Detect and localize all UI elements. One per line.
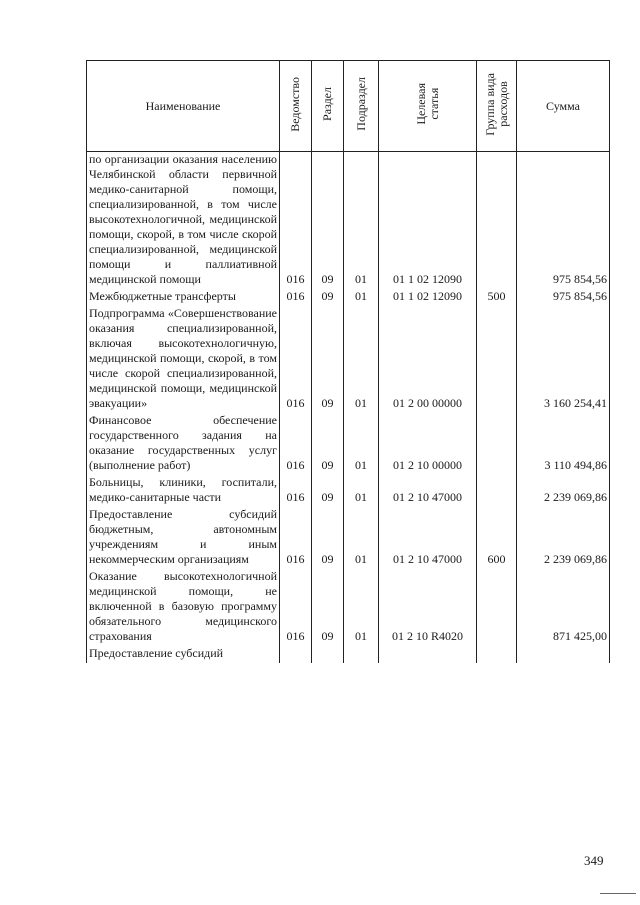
table-row [87, 289, 610, 306]
row-target-article [379, 646, 477, 663]
header-expense-group: Группа вида расходов [477, 61, 517, 152]
row-vedomstvo: 016 [280, 152, 312, 290]
row-podrazdel: 01 [344, 306, 379, 413]
row-expense-group [477, 413, 517, 475]
row-target-article: 01 1 02 12090 [379, 152, 477, 290]
table-row [87, 152, 610, 290]
row-vedomstvo: 016 [280, 475, 312, 507]
table-row [87, 646, 610, 663]
footer-rule [600, 893, 636, 894]
row-name: Предоставление субсидий бюджетным, автономным учреждениям и иным некоммерческим организациям [87, 507, 280, 569]
row-sum: 2 239 069,86 [517, 507, 610, 569]
page-number: 349 [584, 853, 604, 868]
row-vedomstvo: 016 [280, 289, 312, 306]
row-razdel: 09 [312, 569, 344, 646]
table-row [87, 507, 610, 569]
table-row [87, 413, 610, 475]
row-sum: 3 160 254,41 [517, 306, 610, 413]
row-razdel: 09 [312, 507, 344, 569]
row-target-article: 01 2 10 00000 [379, 413, 477, 475]
row-razdel: 09 [312, 152, 344, 290]
row-target-article: 01 2 00 00000 [379, 306, 477, 413]
row-vedomstvo: 016 [280, 306, 312, 413]
row-vedomstvo: 016 [280, 507, 312, 569]
row-razdel: 09 [312, 289, 344, 306]
row-name: Межбюджетные трансферты [87, 289, 280, 306]
row-expense-group: 500 [477, 289, 517, 306]
row-target-article: 01 1 02 12090 [379, 289, 477, 306]
row-sum: 975 854,56 [517, 289, 610, 306]
row-podrazdel: 01 [344, 289, 379, 306]
table-row [87, 306, 610, 413]
row-name: Предоставление субсидий [87, 646, 280, 663]
row-expense-group [477, 306, 517, 413]
row-vedomstvo: 016 [280, 413, 312, 475]
row-razdel [312, 646, 344, 663]
row-target-article: 01 2 10 47000 [379, 475, 477, 507]
row-podrazdel: 01 [344, 475, 379, 507]
table-row [87, 569, 610, 646]
row-expense-group [477, 475, 517, 507]
row-vedomstvo: 016 [280, 569, 312, 646]
header-sum: Сумма [517, 61, 610, 152]
row-podrazdel: 01 [344, 152, 379, 290]
row-vedomstvo [280, 646, 312, 663]
budget-table [86, 60, 610, 663]
row-expense-group [477, 152, 517, 290]
table-header-row [87, 61, 610, 152]
header-name: Наименование [87, 61, 280, 152]
row-sum: 871 425,00 [517, 569, 610, 646]
row-name: Подпрограмма «Совершенствование оказания специализированной, включая высокотехнологичную, медицинской помощи, скорой, в том числе скорой специализированной, медицинской помощи, медицинской эвакуации» [87, 306, 280, 413]
row-podrazdel: 01 [344, 413, 379, 475]
row-name: Больницы, клиники, госпитали, медико-санитарные части [87, 475, 280, 507]
header-vedomstvo: Ведомство [280, 61, 312, 152]
row-expense-group [477, 646, 517, 663]
row-razdel: 09 [312, 413, 344, 475]
row-podrazdel: 01 [344, 507, 379, 569]
row-expense-group: 600 [477, 507, 517, 569]
row-name: по организации оказания населению Челябинской области первичной медико-санитарной помощи, специализированной, в том числе высокотехнологичной, медицинской помощи, скорой, в том числе скорой специализированной, медицинской помощи и паллиативной медицинской помощи [87, 152, 280, 290]
row-sum: 2 239 069,86 [517, 475, 610, 507]
header-razdel: Раздел [312, 61, 344, 152]
row-razdel: 09 [312, 475, 344, 507]
row-podrazdel [344, 646, 379, 663]
row-expense-group [477, 569, 517, 646]
row-name: Оказание высокотехнологичной медицинской помощи, не включенной в базовую программу обязательного медицинского страхования [87, 569, 280, 646]
row-podrazdel: 01 [344, 569, 379, 646]
row-razdel: 09 [312, 306, 344, 413]
row-target-article: 01 2 10 47000 [379, 507, 477, 569]
row-sum: 3 110 494,86 [517, 413, 610, 475]
row-name: Финансовое обеспечение государственного задания на оказание государственных услуг (выполнение работ) [87, 413, 280, 475]
header-target-article: Целевая статья [379, 61, 477, 152]
row-sum [517, 646, 610, 663]
row-target-article: 01 2 10 R4020 [379, 569, 477, 646]
row-sum: 975 854,56 [517, 152, 610, 290]
table-row [87, 475, 610, 507]
header-podrazdel: Подраздел [344, 61, 379, 152]
